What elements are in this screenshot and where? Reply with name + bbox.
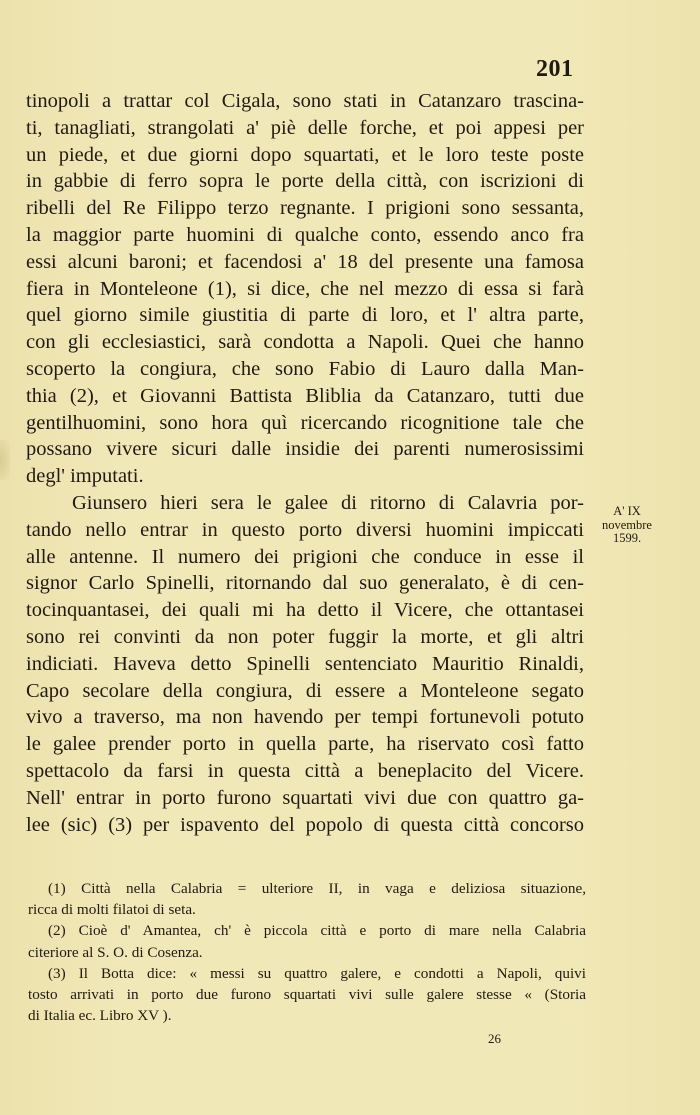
margin-date-note bbox=[592, 505, 662, 546]
page-number: 201 bbox=[536, 56, 574, 82]
body-line: ribelli del Re Filippo terzo regnante. I prigioni sono sessanta, bbox=[26, 197, 584, 220]
signature-mark: 26 bbox=[488, 1031, 501, 1046]
body-line: con gli ecclesiastici, sarà condotta a Napoli. Quei che hanno bbox=[26, 331, 584, 354]
body-line: Nell' entrar in porto furono squartati vivi due con quattro ga- bbox=[26, 786, 584, 809]
footnote-line: tosto arrivati in porto due furono squartati vivi sulle galere stesse « (Storia bbox=[28, 985, 586, 1003]
body-line: fiera in Monteleone (1), si dice, che nel mezzo di essa si farà bbox=[26, 277, 584, 300]
body-line: tinopoli a trattar col Cigala, sono stati in Catanzaro trascina- bbox=[26, 90, 584, 112]
margin-note-day: A' IX bbox=[613, 504, 641, 518]
body-line: degl' imputati. bbox=[26, 465, 144, 488]
body-text bbox=[26, 88, 584, 838]
body-line: possano vivere sicuri dalle insidie dei parenti numerosissimi bbox=[26, 438, 584, 461]
page-stain bbox=[0, 440, 10, 480]
body-line: ti, tanagliati, strangolati a' piè delle forche, et poi appesi per bbox=[26, 116, 584, 139]
body-line: la maggior parte huomini di qualche conto, essendo anco fra bbox=[26, 223, 584, 246]
footnote-line: (3) Il Botta dice: « messi su quattro galere, e condotti a Napoli, quivi bbox=[48, 964, 586, 982]
body-line: un piede, et due giorni dopo squartati, et le loro teste poste bbox=[26, 143, 584, 166]
body-line: essi alcuni baroni; et facendosi a' 18 del presente una famosa bbox=[26, 250, 584, 273]
footnote-line: (2) Cioè d' Amantea, ch' è piccola città e porto di mare nella Calabria bbox=[48, 922, 586, 940]
body-line: lee (sic) (3) per ispavento del popolo di questa città concorso bbox=[26, 813, 584, 836]
footnote-line: di Italia ec. Libro XV ). bbox=[28, 1007, 172, 1025]
footnotes bbox=[28, 878, 586, 1026]
body-line: tocinquantasei, dei quali mi ha detto il Vicere, che ottantasei bbox=[26, 599, 584, 622]
body-line: Giunsero hieri sera le galee di ritorno di Calavria por- bbox=[72, 491, 584, 514]
body-line: Capo secolare della congiura, di essere a Monteleone segato bbox=[26, 679, 584, 702]
body-line: scoperto la congiura, che sono Fabio di Lauro dalla Man- bbox=[26, 357, 584, 380]
body-line: spettacolo da farsi in questa città a beneplacito del Vicere. bbox=[26, 759, 584, 782]
footnote-line: (1) Città nella Calabria = ulteriore II, in vaga e deliziosa situazione, bbox=[48, 880, 586, 897]
body-line: le galee prender porto in quella parte, ha riservato così fatto bbox=[26, 733, 584, 756]
body-line: sono rei convinti da non poter fuggir la morte, et gli altri bbox=[26, 625, 584, 648]
body-line: alle antenne. Il numero dei prigioni che conduce in esse il bbox=[26, 545, 584, 568]
body-line: in gabbie di ferro sopra le porte della città, con iscrizioni di bbox=[26, 170, 584, 193]
body-line: vivo a traverso, ma non havendo per tempi fortunevoli potuto bbox=[26, 706, 584, 729]
body-line: signor Carlo Spinelli, ritornando dal suo generalato, è di cen- bbox=[26, 572, 584, 595]
margin-note-month: novembre bbox=[602, 517, 652, 532]
body-line: thia (2), et Giovanni Battista Bliblia da Catanzaro, tutti due bbox=[26, 384, 584, 407]
footnote-line: citeriore al S. O. di Cosenza. bbox=[28, 943, 203, 961]
footnote-line: ricca di molti filatoi di seta. bbox=[28, 901, 196, 919]
margin-note-year: 1599. bbox=[612, 531, 642, 545]
body-line: quel giorno simile giustitia di parte di loro, et l' altra parte, bbox=[26, 304, 584, 327]
body-line: indiciati. Haveva detto Spinelli sentenciato Mauritio Rinaldi, bbox=[26, 652, 584, 675]
body-line: gentilhuomini, sono hora quì ricercando ricognitione tale che bbox=[26, 411, 584, 434]
body-line: tando nello entrar in questo porto diversi huomini impiccati bbox=[26, 518, 584, 541]
